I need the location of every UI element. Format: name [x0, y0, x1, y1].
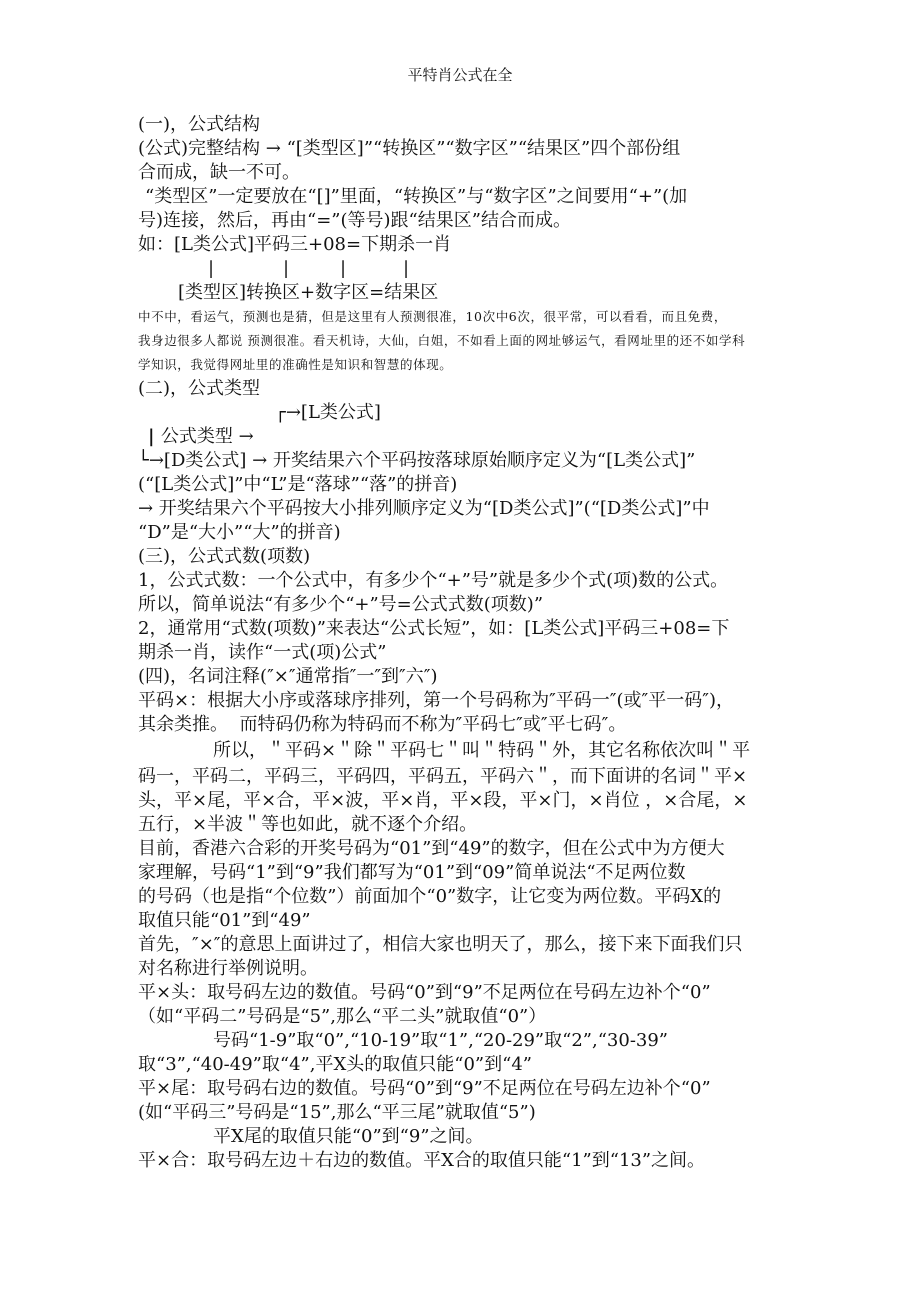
- example-legend: [类型区]转换区+数字区=结果区: [178, 282, 439, 303]
- section-3-line: 1，公式式数：一个公式中，有多少个“+”号”就是多少个式(项)数的公式。: [138, 570, 729, 591]
- d-type-branch: └→[D类公式] → 开奖结果六个平码按落球原始顺序定义为“[L类公式]”: [138, 450, 696, 471]
- section-4-line: 平X尾的取值只能“0”到“9”之间。: [213, 1126, 484, 1147]
- l-type-branch: ┌→[L类公式]: [275, 402, 381, 423]
- example-formula: 如：[L类公式]平码三+08=下期杀一肖: [138, 234, 452, 255]
- section-4-heading: (四)，名词注释(″×″通常指″一″到″六″): [138, 666, 438, 687]
- section-2-line: → 开奖结果六个平码按大小排列顺序定义为“[D类公式]”(“[D类公式]”中: [138, 498, 710, 519]
- section-4-line: 对名称进行举例说明。: [138, 958, 318, 979]
- section-2-line: “D”是“大小”“大”的拼音): [138, 522, 341, 543]
- section-1-line: “类型区”一定要放在“[]”里面，“转换区”与“数字区”之间要用“+”(加: [145, 186, 688, 207]
- section-4-line: 码一，平码二，平码三，平码四，平码五，平码六＂，而下面讲的名词＂平×: [138, 766, 748, 787]
- section-2-line: (“[L类公式]”中“L”是“落球”“落”的拼音): [138, 474, 458, 495]
- section-3-line: 期杀一肖，读作“一式(项)公式”: [138, 642, 387, 663]
- section-4-line: 目前，香港六合彩的开奖号码为“01”到“49”的数字，但在公式中为方便大: [138, 838, 725, 859]
- notice-line: 我身边很多人都说 预测很准。看天机诗，大仙，白姐，不如看上面的网址够运气，看网址里的还不如学科: [138, 333, 746, 348]
- example-divider-mark: |: [208, 258, 215, 279]
- example-divider-mark: |: [403, 258, 410, 279]
- section-4-line: 家理解，号码“1”到“9”我们都写为“01”到“09”简单说法“不足两位数: [138, 862, 686, 883]
- document-body: [138, 113, 800, 1173]
- section-4-line: 的号码（也是指“个位数”）前面加个“0”数字，让它变为两位数。平码X的: [138, 886, 722, 907]
- section-1-line: 合而成，缺一不可。: [138, 162, 300, 183]
- section-3-line: 所以，简单说法“有多少个“+”号=公式式数(项数)”: [138, 594, 544, 615]
- section-4-line: 号码“1-9”取“0”,“10-19”取“1”,“20-29”取“2”,“30-39”: [213, 1030, 669, 1051]
- section-1-heading: (一)，公式结构: [138, 114, 261, 135]
- section-4-line: （如“平码二”号码是“5”,那么“平二头”就取值“0”）: [138, 1006, 547, 1027]
- branch-connector-row: [138, 425, 800, 449]
- section-4-line: 取值只能“01”到“49”: [138, 910, 311, 931]
- section-4-line: 平×头：取号码左边的数值。号码“0”到“9”不足两位在号码左边补个“0”: [138, 982, 711, 1003]
- section-4-line: (如“平码三”号码是“15”,那么“平三尾”就取值“5”): [138, 1102, 536, 1123]
- section-3-line: 2，通常用“式数(项数)”来表达“公式长短”，如：[L类公式]平码三+08=下: [138, 618, 730, 639]
- example-divider-mark: |: [283, 258, 290, 279]
- section-4-line: 平码×：根据大小序或落球序排列，第一个号码称为″平码一″(或″平一码″)，: [138, 690, 735, 711]
- document-title: 平特肖公式在全: [407, 66, 513, 84]
- example-divider-mark: |: [340, 258, 347, 279]
- section-4-line: 五行，×半波＂等也如此，就不逐个介绍。: [138, 814, 478, 835]
- formula-type-label: 公式类型 →: [160, 426, 254, 447]
- notice-line: 学知识，我觉得网址里的准确性是知识和智慧的体现。: [138, 357, 453, 372]
- section-1-line: (公式)完整结构 → “[类型区]”“转换区”“数字区”“结果区”四个部份组: [138, 138, 681, 159]
- example-divider-row: [138, 257, 800, 281]
- section-1-line: 号)连接，然后，再由“=”(等号)跟“结果区”结合而成。: [138, 210, 571, 231]
- branch-connector: |: [148, 426, 155, 447]
- section-3-heading: (三)，公式式数(项数): [138, 546, 311, 567]
- section-2-heading: (二)，公式类型: [138, 378, 261, 399]
- section-4-line: 取“3”,“40-49”取“4”,平X头的取值只能“0”到“4”: [138, 1054, 532, 1075]
- section-4-line: 头，平×尾，平×合，平×波，平×肖，平×段，平×门，×肖位 ，×合尾，×: [138, 790, 748, 811]
- formula-type-row: [138, 401, 800, 447]
- section-4-line: 首先，″×″的意思上面讲过了，相信大家也明天了，那么，接下来下面我们只: [138, 934, 743, 955]
- section-4-line: 所以，＂平码×＂除＂平码七＂叫＂特码＂外，其它名称依次叫＂平: [213, 740, 751, 761]
- notice-line: 中不中，看运气，预测也是猜，但是这里有人预测很准，10次中6次，很平常，可以看看，而且免费，: [138, 309, 727, 324]
- section-4-line: 平×合：取号码左边＋右边的数值。平X合的取值只能“1”到“13”之间。: [138, 1150, 706, 1171]
- section-4-line: 其余类推。 而特码仍称为特码而不称为″平码七″或″平七码″。: [138, 714, 627, 735]
- section-4-line: 平×尾：取号码右边的数值。号码“0”到“9”不足两位在号码左边补个“0”: [138, 1078, 711, 1099]
